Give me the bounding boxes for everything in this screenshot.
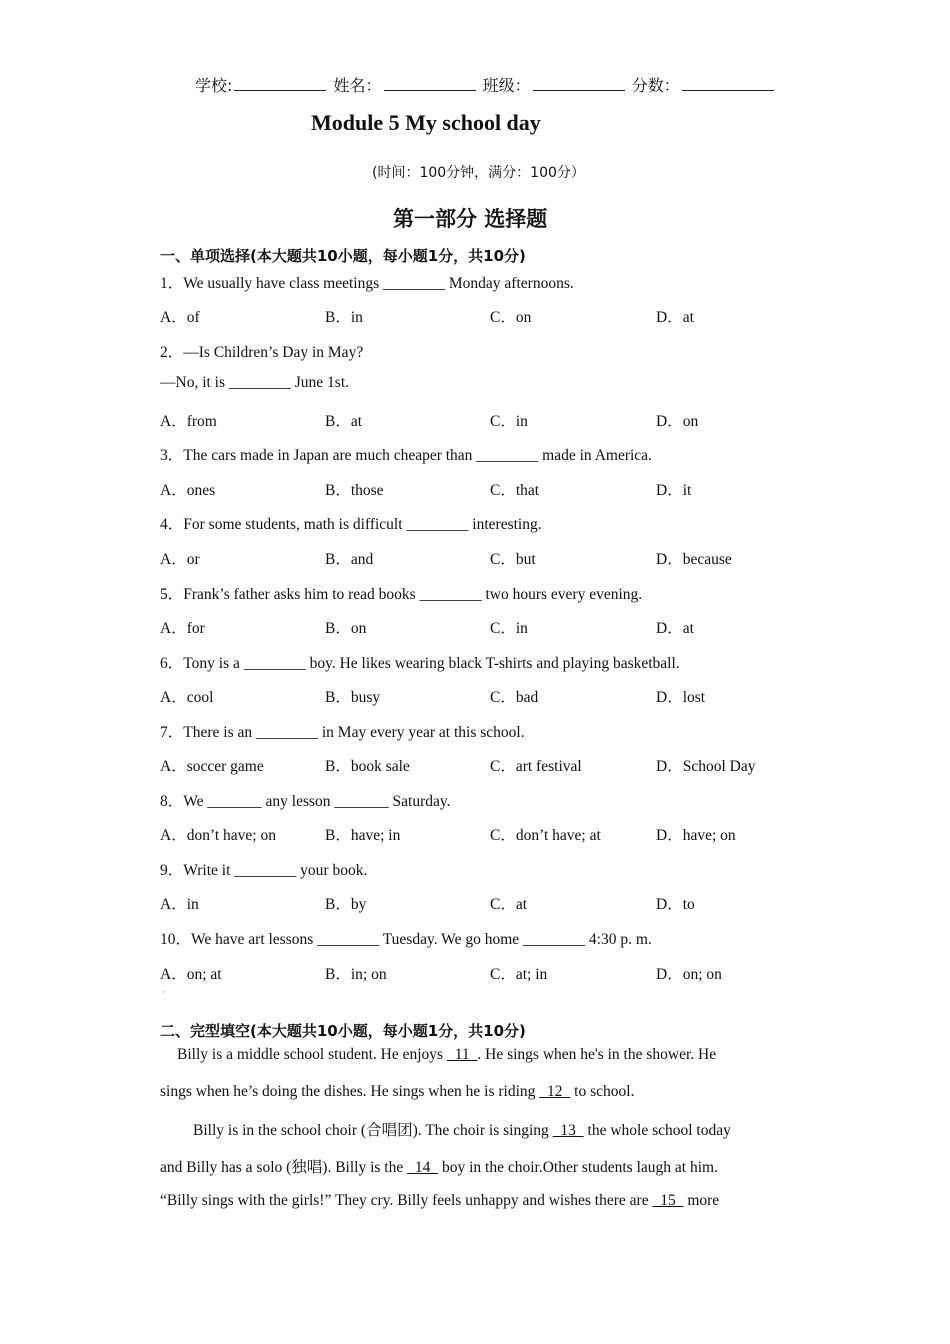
cloze-line-4	[160, 1155, 718, 1177]
question-10-option-c: C．at; in	[490, 966, 548, 983]
cloze-text: Billy is in the school choir (合唱团). The choir is singing	[193, 1122, 553, 1139]
question-7-text: 7．There is an ________ in May every year at this school.	[160, 724, 525, 741]
score-label: 分数：	[631, 76, 680, 95]
question-7-option-a: A．soccer game	[160, 758, 264, 775]
question-3-option-c: C．that	[490, 482, 540, 499]
question-5-option-d: D．at	[656, 620, 694, 637]
paragraph-mark: ˇ	[162, 990, 165, 999]
question-6-option-c: C．bad	[490, 689, 539, 706]
question-10-text: 10．We have art lessons ________ Tuesday. We go home ________ 4:30 p. m.	[160, 931, 652, 948]
question-1-text: 1．We usually have class meetings ________ Monday afternoons.	[160, 275, 574, 292]
time-info: (时间：100分钟，满分：100分）	[372, 165, 585, 181]
cloze-blank-13: 13	[552, 1122, 584, 1139]
question-2-option-b: B．at	[325, 413, 363, 430]
question-9-option-a: A．in	[160, 896, 199, 913]
cloze-blank-15: 15	[652, 1192, 684, 1209]
question-4-option-b: B．and	[325, 551, 374, 568]
question-6-text: 6．Tony is a ________ boy. He likes wearing black T-shirts and playing basketball.	[160, 655, 680, 672]
cloze-text: Billy is a middle school student. He enjoys	[177, 1046, 447, 1063]
question-6-option-b: B．busy	[325, 689, 381, 706]
question-10-option-d: D．on; on	[656, 966, 722, 983]
question-8-option-c: C．don’t have; at	[490, 827, 601, 844]
question-7-option-d: D．School Day	[656, 758, 756, 775]
cloze-blank-11: 11	[446, 1046, 478, 1063]
cloze-line-3	[193, 1118, 731, 1140]
name-label: 姓名：	[333, 76, 382, 95]
question-3-option-a: A．ones	[160, 482, 216, 499]
question-4-option-d: D．because	[656, 551, 732, 568]
student-info-header	[195, 73, 776, 96]
cloze-text: “Billy sings with the girls!” They cry. Billy feels unhappy and wishes there are	[160, 1192, 653, 1209]
question-2-text: —No, it is ________ June 1st.	[160, 374, 350, 391]
question-10-option-b: B．in; on	[325, 966, 387, 983]
question-1-option-b: B．in	[325, 309, 363, 326]
page-title: Module 5 My school day	[311, 110, 541, 135]
question-4-text: 4．For some students, math is difficult ________ interesting.	[160, 516, 542, 533]
cloze-text: more	[683, 1192, 720, 1209]
cloze-text: boy in the choir.Other students laugh at him.	[438, 1159, 718, 1176]
cloze-line-1	[177, 1046, 716, 1064]
cloze-text: the whole school today	[583, 1122, 731, 1139]
question-9-option-d: D．to	[656, 896, 695, 913]
section1-heading: 一、单项选择(本大题共10小题，每小题1分，共10分)	[160, 247, 526, 265]
cloze-line-2	[160, 1083, 634, 1101]
part-title: 第一部分 选择题	[393, 207, 548, 231]
question-5-option-c: C．in	[490, 620, 528, 637]
question-2-option-c: C．in	[490, 413, 528, 430]
question-1-option-a: A．of	[160, 309, 200, 326]
question-8-text: 8．We _______ any lesson _______ Saturday.	[160, 793, 451, 810]
question-6-option-d: D．lost	[656, 689, 706, 706]
question-2-option-a: A．from	[160, 413, 217, 430]
cloze-text: sings when he’s doing the dishes. He sings when he is riding	[160, 1083, 540, 1100]
cloze-line-5	[160, 1192, 719, 1210]
question-3-option-d: D．it	[656, 482, 692, 499]
question-3-option-b: B．those	[325, 482, 384, 499]
question-7-option-c: C．art festival	[490, 758, 582, 775]
question-9-option-c: C．at	[490, 896, 528, 913]
question-4-option-a: A．or	[160, 551, 200, 568]
question-7-option-b: B．book sale	[325, 758, 410, 775]
question-5-option-b: B．on	[325, 620, 367, 637]
question-1-option-d: D．at	[656, 309, 694, 326]
section2-heading: 二、完型填空(本大题共10小题，每小题1分，共10分)	[160, 1022, 526, 1040]
question-9-text: 9．Write it ________ your book.	[160, 862, 368, 879]
question-10-option-a: A．on; at	[160, 966, 222, 983]
name-blank	[384, 74, 476, 91]
cloze-blank-14: 14	[407, 1159, 439, 1176]
question-8-option-d: D．have; on	[656, 827, 736, 844]
question-8-option-a: A．don’t have; on	[160, 827, 276, 844]
question-8-option-b: B．have; in	[325, 827, 401, 844]
question-4-option-c: C．but	[490, 551, 536, 568]
question-6-option-a: A．cool	[160, 689, 214, 706]
cloze-text: to school.	[570, 1083, 635, 1100]
cloze-blank-12: 12	[539, 1083, 571, 1100]
class-label: 班级：	[482, 76, 531, 95]
score-blank	[682, 74, 774, 91]
question-3-text: 3．The cars made in Japan are much cheaper than ________ made in America.	[160, 447, 652, 464]
school-label: 学校:	[195, 76, 233, 95]
cloze-text: . He sings when he's in the shower. He	[477, 1046, 717, 1063]
class-blank	[533, 74, 625, 91]
question-9-option-b: B．by	[325, 896, 367, 913]
question-2-option-d: D．on	[656, 413, 699, 430]
school-blank	[234, 74, 326, 91]
question-5-text: 5．Frank’s father asks him to read books ________ two hours every evening.	[160, 586, 643, 603]
question-2-text: 2．—Is Children’s Day in May?	[160, 344, 364, 361]
cloze-text: and Billy has a solo (独唱). Billy is the	[160, 1159, 408, 1176]
question-5-option-a: A．for	[160, 620, 205, 637]
question-1-option-c: C．on	[490, 309, 532, 326]
